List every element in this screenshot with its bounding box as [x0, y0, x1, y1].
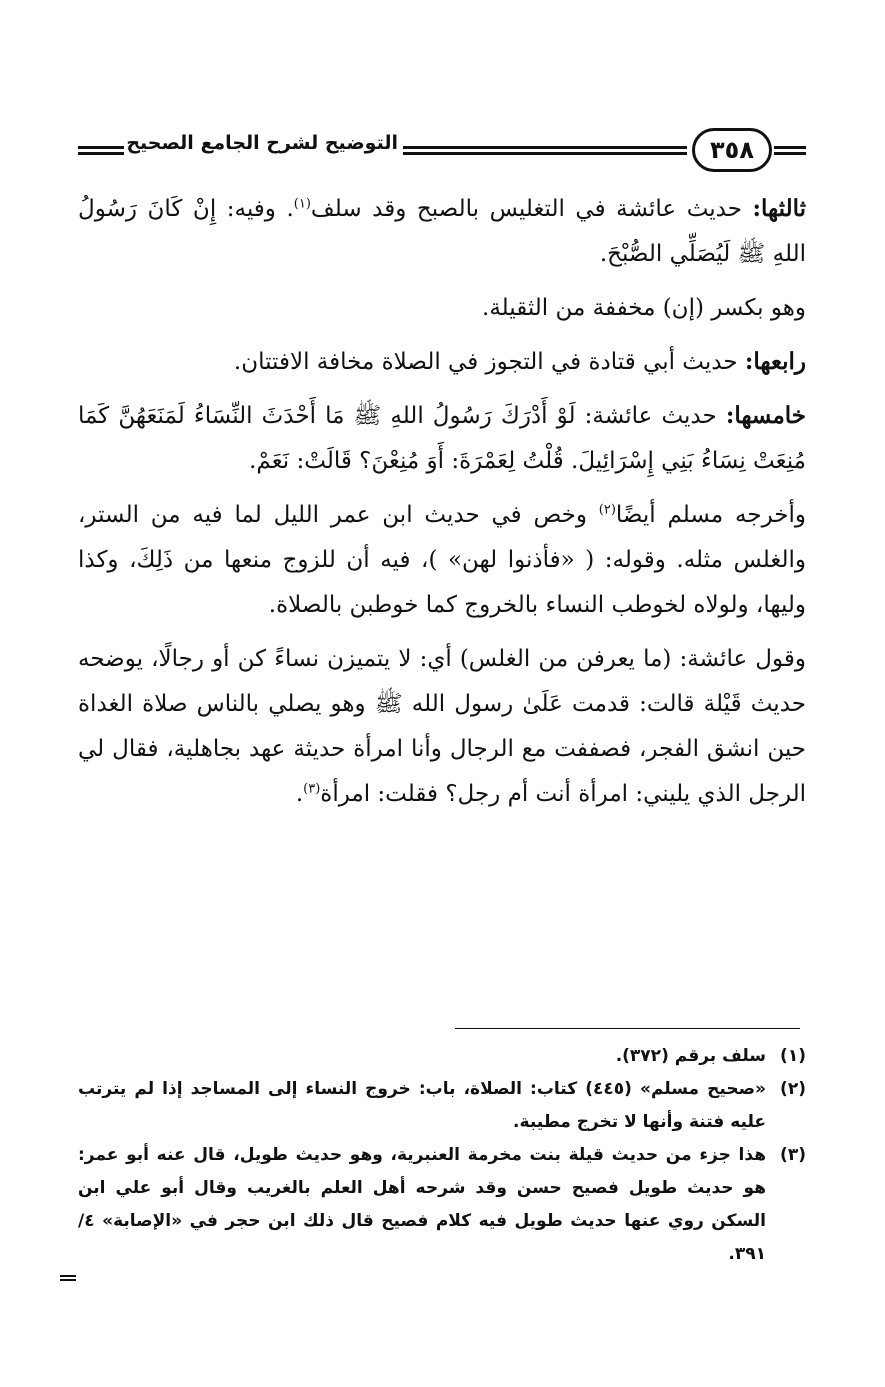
- footnote-ref: (١): [293, 196, 311, 212]
- paragraph-text: حديث أبي قتادة في التجوز في الصلاة مخافة الافتتان.: [233, 349, 745, 375]
- footnote-ref: (٣): [303, 781, 321, 797]
- footnote-number: (١): [780, 1046, 806, 1066]
- paragraph: [78, 393, 806, 484]
- paragraph-lead: خامسها:: [725, 402, 806, 429]
- footnote: [78, 1139, 806, 1271]
- footnote-ref: (٢): [598, 502, 616, 518]
- paragraph-text: وأخرجه مسلم أيضًا: [615, 502, 806, 528]
- footnote-separator: [455, 1028, 800, 1029]
- paragraph-tail: وخص في حديث ابن عمر الليل لما فيه من الستر، والغلس مثله. وقوله: ( «فأذنوا لهن» )، فيه أن للزوج منعها من ذَلِكَ، وكذا وليها، ولولاه لخوطب النساء بالخروج كما خوطبن بالصلاة.: [78, 502, 806, 618]
- paragraph: [78, 492, 806, 628]
- header-rule-left: [78, 146, 124, 155]
- footnote-text: سلف برقم (٣٧٢).: [615, 1046, 766, 1066]
- footnote: [78, 1040, 806, 1073]
- header-rule-middle: [403, 146, 687, 155]
- footnote-number: (٢): [780, 1079, 806, 1099]
- paragraph-text: حديث عائشة: لَوْ أَدْرَكَ رَسُولُ اللهِ ﷺ مَا أَحْدَثَ النِّسَاءُ لَمَنَعَهُنَّ كَمَا مُنِعَتْ نِسَاءُ بَنِي إِسْرَائِيلَ. قُلْتُ لِعَمْرَةَ: أَوَ مُنِعْنَ؟ قَالَتْ: نَعَمْ.: [78, 403, 806, 474]
- book-title: التوضيح لشرح الجامع الصحيح: [126, 132, 398, 154]
- main-text: [78, 186, 806, 825]
- paragraph-lead: ثالثها:: [752, 195, 806, 222]
- paragraph: [78, 285, 806, 331]
- footnote-text: هذا جزء من حديث قيلة بنت مخرمة العنبرية، وهو حديث طويل، قال عنه أبو عمر: هو حديث طويل فصيح حسن وقد شرحه أهل العلم بالغريب وقال أبو علي ابن السكن روي عنها حديث طويل فيه كلام فصيح قال ذلك ابن حجر في «الإصابة» ٤/ ٣٩١.: [78, 1145, 766, 1264]
- footnote-text: «صحيح مسلم» (٤٤٥) كتاب: الصلاة، باب: خروج النساء إلى المساجد إذا لم يترتب عليه فتنة وأنها لا تخرج مطيبة.: [78, 1079, 766, 1132]
- page-number: ٣٥٨: [692, 128, 772, 172]
- footnote-number: (٣): [780, 1145, 806, 1165]
- paragraph: [78, 186, 806, 277]
- paragraph-text: وهو بكسر (إن) مخففة من الثقيلة.: [482, 295, 806, 321]
- footnotes: [78, 1040, 806, 1271]
- margin-mark: [60, 1275, 76, 1281]
- paragraph: [78, 636, 806, 817]
- footnote: [78, 1073, 806, 1139]
- paragraph-lead: رابعها:: [744, 348, 806, 375]
- header-rule-right: [774, 146, 806, 155]
- running-header: [78, 128, 806, 182]
- paragraph-tail: .: [295, 781, 304, 807]
- paragraph: [78, 339, 806, 385]
- paragraph-text: وقول عائشة: (ما يعرفن من الغلس) أي: لا يتميزن نساءً كن أو رجالًا، يوضحه حديث قَيْلة قالت: قدمت عَلَىٰ رسول الله ﷺ وهو يصلي بالناس صلاة الغداة حين انشق الفجر، فصففت مع الرجال وأنا امرأة حديثة عهد بجاهلية، فقال لي الرجل الذي يليني: امرأة أنت أم رجل؟ فقلت: امرأة: [78, 646, 806, 807]
- paragraph-tail: . وفيه: إِنْ كَانَ رَسُولُ اللهِ ﷺ لَيُصَلِّي الصُّبْحَ.: [78, 196, 806, 267]
- paragraph-text: حديث عائشة في التغليس بالصبح وقد سلف: [310, 196, 753, 222]
